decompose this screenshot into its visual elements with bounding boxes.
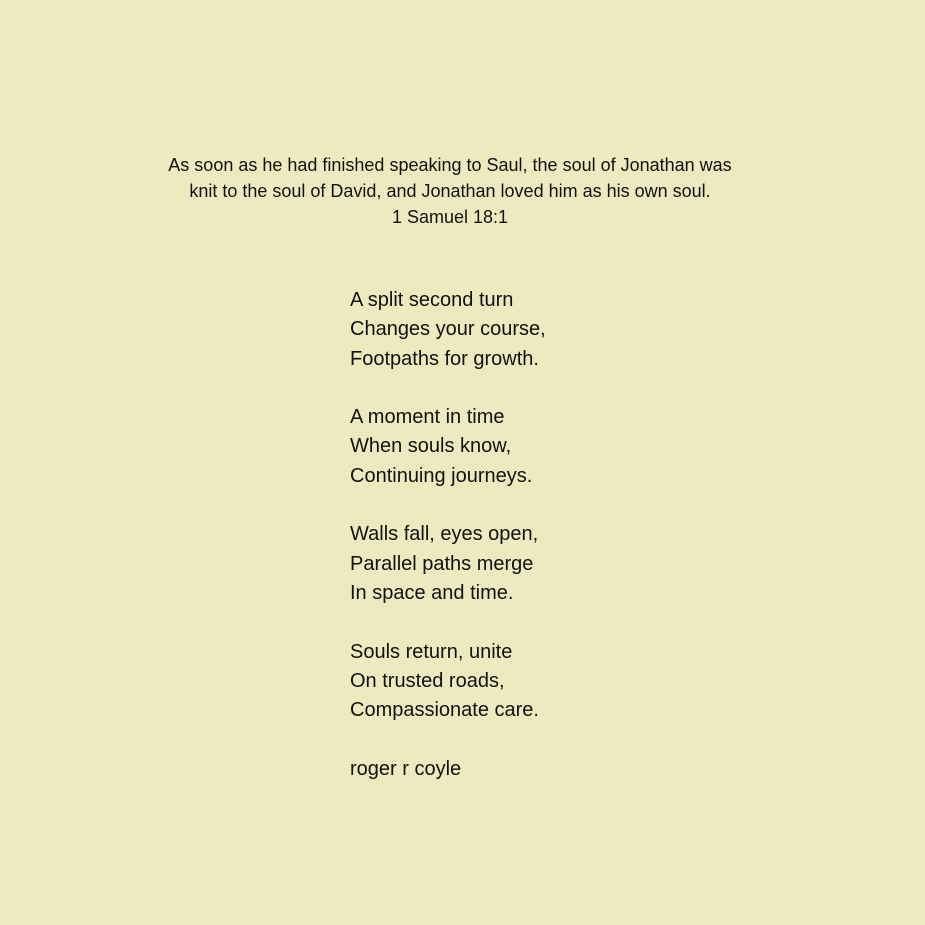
poem-line: Souls return, unite [350,640,513,663]
poem-line: Parallel paths merge [350,552,534,575]
poem-line: Compassionate care. [350,699,539,722]
poem-line: Continuing journeys. [350,464,533,487]
scripture-reference: 1 Samuel 18:1 [391,207,509,227]
stanza-2 [350,403,770,491]
bible-epigraph [0,152,900,230]
poem-line: A split second turn [350,289,514,311]
poem-line: A moment in time [350,406,505,429]
epigraph-line: As soon as he had finished speaking to Saul, the soul of Jonathan was [168,155,732,175]
poem-line: Walls fall, eyes open, [350,523,539,546]
poem-line: When souls know, [350,435,512,458]
poem-author: roger r coyle [350,757,462,780]
poem-line: In space and time. [350,581,514,604]
poem-body [350,286,770,784]
stanza-1 [350,286,770,374]
poem-line: Footpaths for growth. [350,347,539,370]
poem-line: Changes your course, [350,318,546,341]
poem-line: On trusted roads, [350,669,505,692]
stanza-3 [350,520,770,608]
epigraph-line: knit to the soul of David, and Jonathan loved him as his own soul. [189,181,711,201]
stanza-4 [350,638,770,726]
